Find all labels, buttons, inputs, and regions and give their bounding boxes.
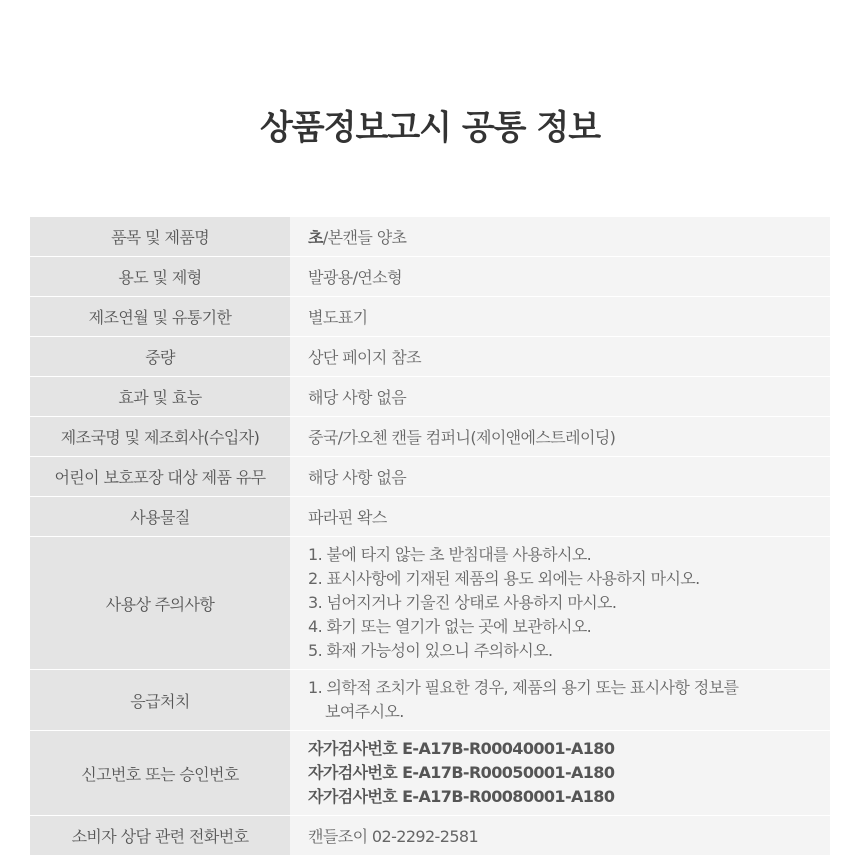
table-row-first-aid	[30, 670, 830, 731]
row-value: 파라핀 왁스	[290, 497, 830, 537]
table-row-manufacturer	[30, 417, 830, 457]
table-row-customer-phone	[30, 816, 830, 856]
row-value: 별도표기	[290, 297, 830, 337]
row-value: 상단 페이지 참조	[290, 337, 830, 377]
precaution-line: 4. 화기 또는 열기가 없는 곳에 보관하시오.	[308, 617, 592, 636]
table-row-effects	[30, 377, 830, 417]
row-label: 사용물질	[30, 497, 290, 537]
row-label: 중량	[30, 337, 290, 377]
row-value	[290, 670, 830, 731]
row-value: 캔들조이 02-2292-2581	[290, 816, 830, 856]
row-label: 용도 및 제형	[30, 257, 290, 297]
row-label: 소비자 상담 관련 전화번호	[30, 816, 290, 856]
row-value	[290, 731, 830, 816]
row-label: 신고번호 또는 승인번호	[30, 731, 290, 816]
row-label: 제조국명 및 제조회사(수입자)	[30, 417, 290, 457]
approval-number-line: 자가검사번호 E-A17B-R00050001-A180	[308, 763, 615, 782]
table-row-precautions	[30, 537, 830, 670]
row-label: 제조연월 및 유통기한	[30, 297, 290, 337]
precaution-line: 2. 표시사항에 기재된 제품의 용도 외에는 사용하지 마시오.	[308, 569, 700, 588]
table-row-weight	[30, 337, 830, 377]
table-row-approval-numbers	[30, 731, 830, 816]
row-label: 품목 및 제품명	[30, 217, 290, 257]
page-title: 상품정보고시 공통 정보	[259, 108, 601, 148]
row-label: 어린이 보호포장 대상 제품 유무	[30, 457, 290, 497]
row-value: 해당 사항 없음	[290, 457, 830, 497]
row-label: 응급처치	[30, 670, 290, 731]
value-rest-part: /본캔들 양초	[322, 228, 407, 247]
row-value	[290, 537, 830, 670]
table-row-child-protection	[30, 457, 830, 497]
table-row-product-name	[30, 217, 830, 257]
row-value	[290, 217, 830, 257]
table-row-material	[30, 497, 830, 537]
table-row-manufacture-date	[30, 297, 830, 337]
row-value: 해당 사항 없음	[290, 377, 830, 417]
product-info-table	[30, 217, 830, 856]
row-label: 사용상 주의사항	[30, 537, 290, 670]
row-value: 발광용/연소형	[290, 257, 830, 297]
row-label: 효과 및 효능	[30, 377, 290, 417]
approval-number-line: 자가검사번호 E-A17B-R00080001-A180	[308, 787, 615, 806]
first-aid-line: 1. 의학적 조치가 필요한 경우, 제품의 용기 또는 표시사항 정보를	[308, 678, 739, 697]
table-row-usage-form	[30, 257, 830, 297]
approval-number-line: 자가검사번호 E-A17B-R00040001-A180	[308, 739, 615, 758]
first-aid-line: 보여주시오.	[325, 702, 404, 721]
precaution-line: 5. 화재 가능성이 있으니 주의하시오.	[308, 641, 553, 660]
precaution-line: 3. 넘어지거나 기울진 상태로 사용하지 마시오.	[308, 593, 617, 612]
value-bold-part: 초	[308, 228, 323, 247]
precaution-line: 1. 불에 타지 않는 초 받침대를 사용하시오.	[308, 545, 592, 564]
row-value: 중국/가오첸 캔들 컴퍼니(제이앤에스트레이딩)	[290, 417, 830, 457]
